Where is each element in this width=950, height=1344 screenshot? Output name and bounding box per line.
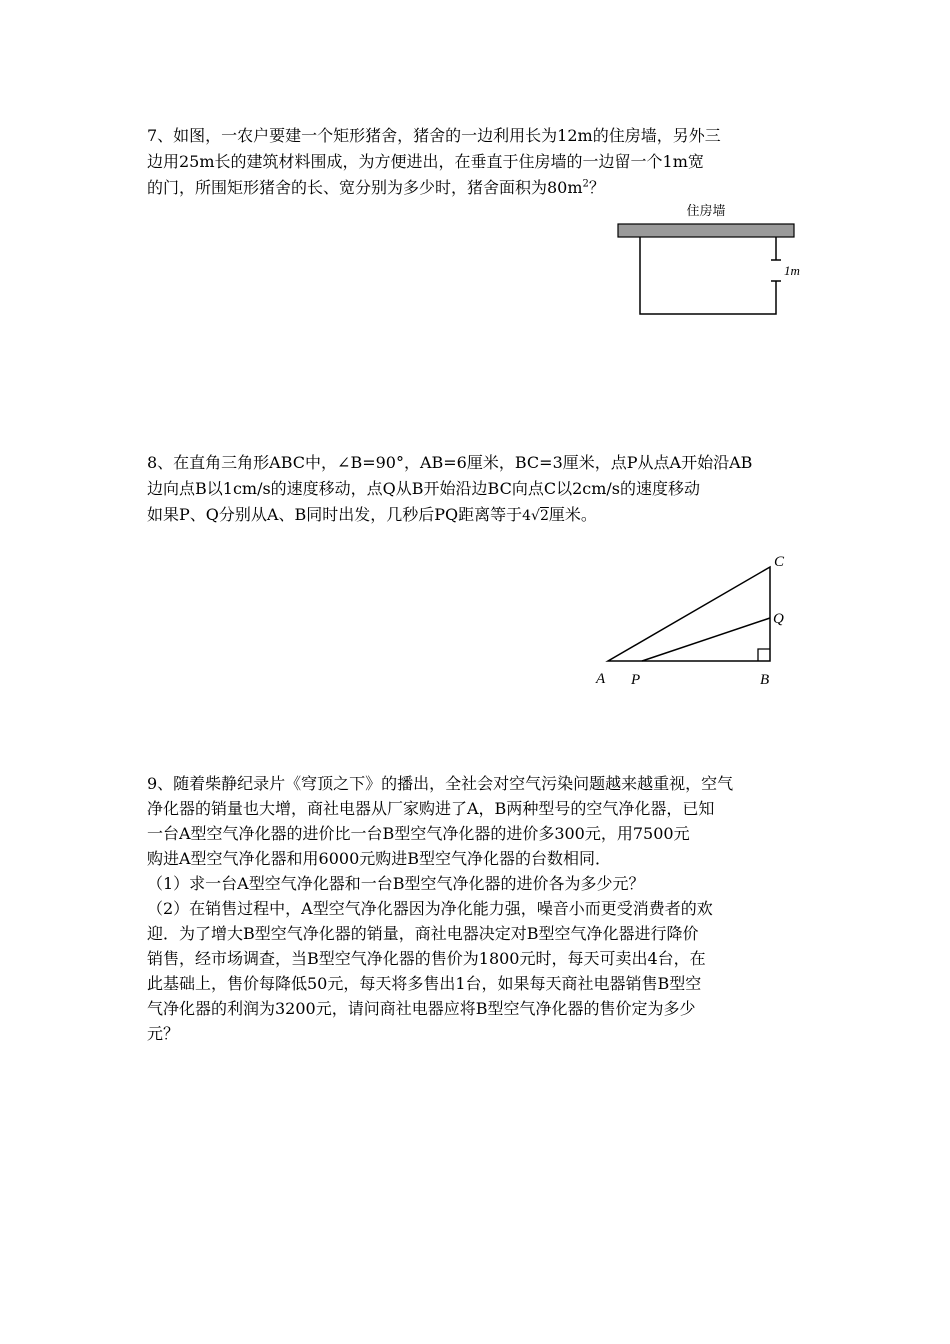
- q9-line-3: 一台A型空气净化器的进价比一台B型空气净化器的进价多300元，用7500元: [147, 824, 690, 843]
- house-wall: [618, 224, 794, 237]
- door-label: 1m: [784, 263, 800, 278]
- label-q: Q: [773, 611, 784, 627]
- q9-line-4: 购进A型空气净化器和用6000元购进B型空气净化器的台数相同．: [147, 849, 612, 868]
- right-angle-mark: [758, 649, 770, 661]
- q7-line-2: 边用25m长的建筑材料围成，为方便进出，在垂直于住房墙的一边留一个1m宽: [147, 152, 704, 171]
- pigpen-figure: [610, 198, 820, 323]
- q9-line-2: 净化器的销量也大增，商社电器从厂家购进了A，B两种型号的空气净化器，已知: [147, 799, 715, 818]
- label-b: B: [760, 672, 770, 688]
- sqrt-argument: 2: [539, 508, 549, 524]
- q9-part2-line-5: 气净化器的利润为3200元，请问商社电器应将B型空气净化器的售价定为多少: [147, 999, 696, 1018]
- q7-line-3-text: 的门，所围矩形猪舍的长、宽分别为多少时，猪舍面积为80m: [147, 178, 583, 197]
- q7-line-3-end: ？: [588, 178, 605, 197]
- q9-part2-line-1: （2）在销售过程中，A型空气净化器因为净化能力强，噪音小而更受消费者的欢: [147, 899, 713, 918]
- q8-line-3-text: 如果P、Q分别从A、B同时出发，几秒后PQ距离等于: [147, 505, 523, 524]
- q8-line-3-end: 厘米。: [548, 505, 597, 524]
- label-a: A: [596, 671, 606, 687]
- q7-line-1: 7、如图，一农户要建一个矩形猪舍，猪舍的一边利用长为12m的住房墙，另外三: [147, 126, 721, 145]
- q9-part2-line-6: 元？: [147, 1024, 180, 1043]
- triangle-figure: [590, 548, 795, 693]
- wall-label: 住房墙: [686, 204, 726, 219]
- sqrt-coefficient: 4: [522, 508, 532, 524]
- label-p: P: [631, 672, 641, 688]
- q9-part1: （1）求一台A型空气净化器和一台B型空气净化器的进价各为多少元？: [147, 874, 645, 893]
- q9-part2-line-4: 此基础上，售价每降低50元，每天将多售出1台，如果每天商社电器销售B型空: [147, 974, 702, 993]
- label-c: C: [774, 554, 785, 570]
- q9-line-1: 9、随着柴静纪录片《穹顶之下》的播出，全社会对空气污染问题越来越重视，空气: [147, 774, 734, 793]
- pen-fence: [640, 237, 776, 314]
- q8-line-1: 8、在直角三角形ABC中，∠B=90°，AB=6厘米，BC=3厘米，点P从点A开始沿AB: [147, 453, 753, 472]
- q8-line-3: [147, 503, 597, 528]
- q9-part2-line-2: 迎．为了增大B型空气净化器的销量，商社电器决定对B型空气净化器进行降价: [147, 924, 699, 943]
- sqrt-symbol: √: [531, 508, 540, 524]
- q8-line-2: 边向点B以1cm/s的速度移动，点Q从B开始沿边BC向点C以2cm/s的速度移动: [147, 479, 701, 498]
- q9-part2-line-3: 销售，经市场调查，当B型空气净化器的售价为1800元时，每天可卖出4台，在: [147, 949, 706, 968]
- triangle-abc: [608, 567, 770, 661]
- segment-pq: [642, 618, 770, 661]
- q7-line-3: [147, 176, 605, 200]
- q7-squared: 2: [582, 178, 589, 190]
